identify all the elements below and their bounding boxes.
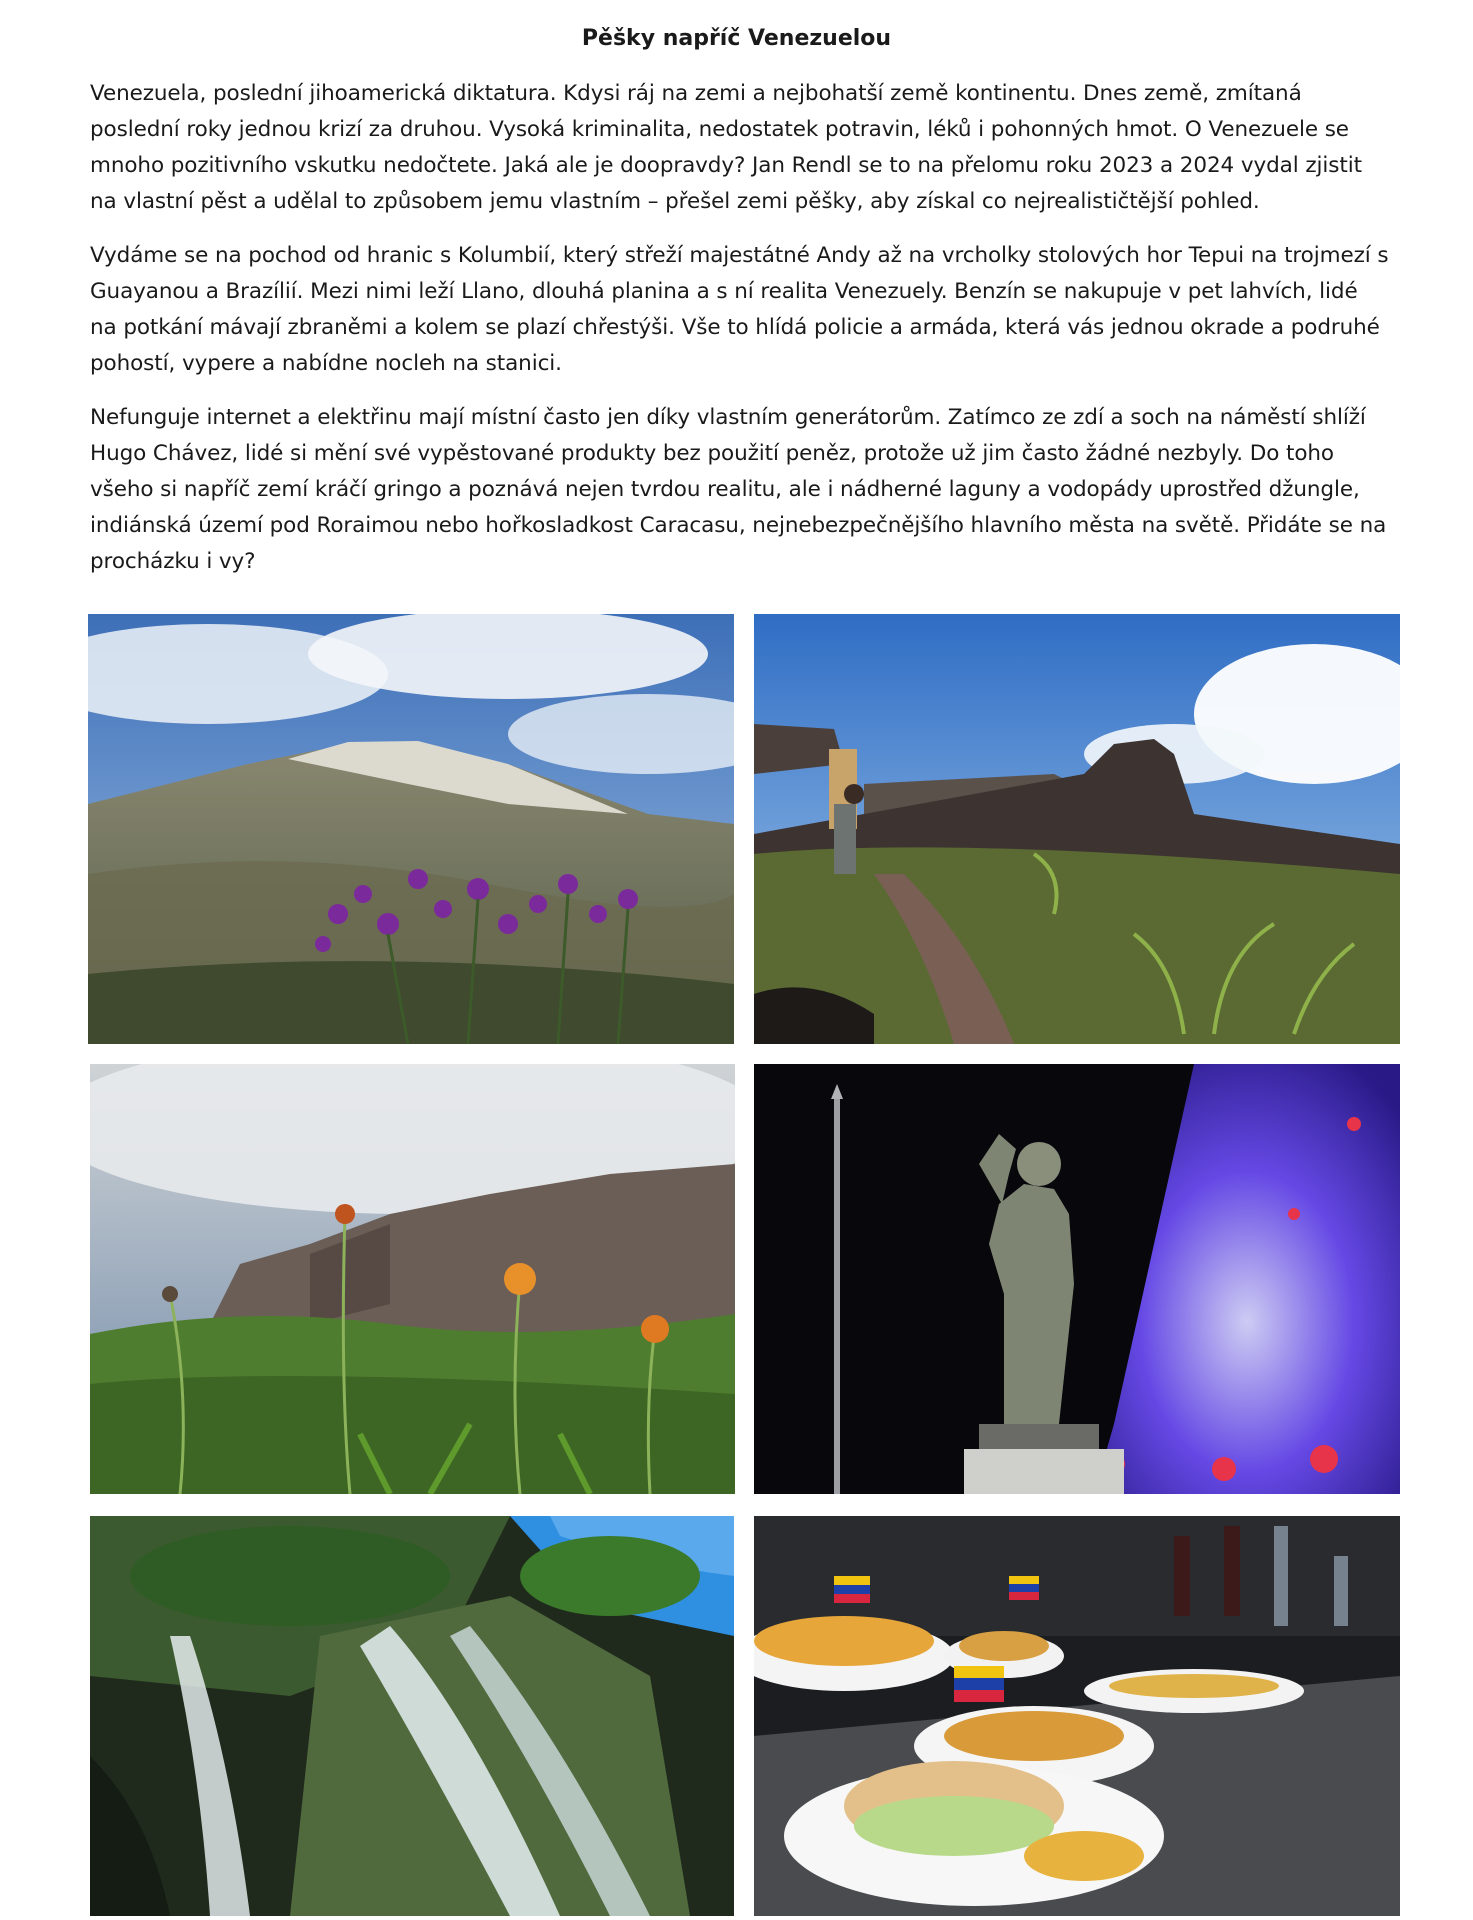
photo-tepui-hiker bbox=[754, 614, 1400, 1044]
photo-roraima-cliffs bbox=[90, 1064, 735, 1494]
document-title: Pěšky napříč Venezuelou bbox=[581, 26, 892, 51]
paragraph-2: Vydáme se na pochod od hranic s Kolumbií, který střeží majestátné Andy až na vrcholky stolových hor Tepui na trojmezí s Guayanou a Brazílií. Mezi nimi leží Llano, dlouhá planina a s ní realita Venezuely. Benzín se nakupuje v pet lahvích, lidé na potkání mávají zbraněmi a kolem se plazí chřestýši. Vše to hlídá policie a armáda, která vás jednou okrade a podruhé pohostí, vypere a nabídne nocleh na stanici. bbox=[90, 243, 1389, 376]
photo-food-platters bbox=[754, 1516, 1400, 1916]
article-body bbox=[90, 76, 1390, 598]
photo-andes-flowers bbox=[88, 614, 734, 1044]
paragraph-1: Venezuela, poslední jihoamerická diktatura. Kdysi ráj na zemi a nejbohatší země kontinentu. Dnes země, zmítaná poslední roky jednou krizí za druhou. Vysoká kriminalita, nedostatek potravin, léků i pohonných hmot. O Venezuele se mnoho pozitivního vskutku nedočtete. Jaká ale je doopravdy? Jan Rendl se to na přelomu roku 2023 a 2024 vydal zjistit na vlastní pěst a udělal to způsobem jemu vlastním – přešel zemi pěšky, aby získal co nejrealističtější pohled. bbox=[90, 81, 1362, 214]
photo-chavez-statue bbox=[754, 1064, 1400, 1494]
photo-waterfall bbox=[90, 1516, 734, 1916]
paragraph-3: Nefunguje internet a elektřinu mají místní často jen díky vlastním generátorům. Zatímco ze zdí a soch na náměstí shlíží Hugo Chávez, lidé si mění své vypěstované produkty bez použití peněz, protože už jim často žádné nezbyly. Do toho všeho si napříč zemí kráčí gringo a poznává nejen tvrdou realitu, ale i nádherné laguny a vodopády uprostřed džungle, indiánská území pod Roraimou nebo hořkosladkost Caracasu, nejnebezpečnějšího hlavního města na světě. Přidáte se na procházku i vy? bbox=[90, 405, 1387, 574]
